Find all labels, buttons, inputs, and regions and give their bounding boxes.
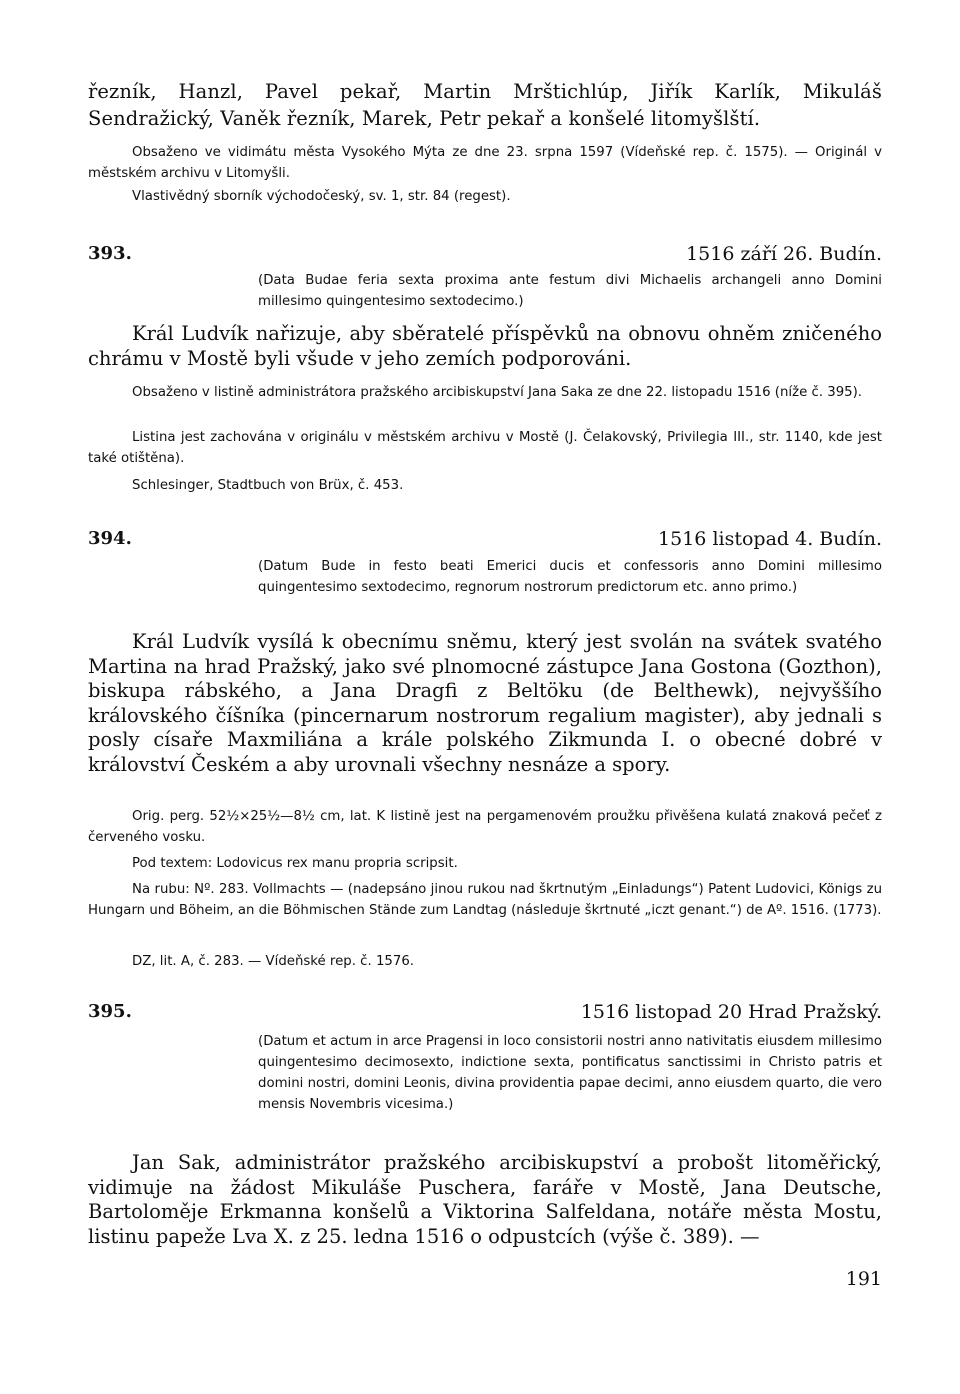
intro-paragraph: řezník, Hanzl, Pavel pekař, Martin Mrštichlúp, Jiřík Karlík, Mikuláš Sendražický, Vaněk řezník, Marek, Petr pekař a konšelé litomyšlští.	[88, 80, 882, 130]
entry-date: 1516 září 26. Budín.	[686, 243, 882, 265]
entry-note: Listina jest zachována v originálu v městském archivu v Mostě (J. Čelakovský, Privilegia III., str. 1140, kde jest také otištěna).	[88, 430, 882, 466]
entry-date: 1516 listopad 4. Budín.	[658, 528, 882, 550]
entry-note: Na rubu: Nº. 283. Vollmachts — (nadepsáno jinou rukou nad škrtnutým „Einladungs“) Patent Ludovici, Königs zu Hungarn und Böheim, an die Böhmischen Stände zum Landtag (následuje škrtnuté „iczt genant.“) de Aº. 1516. (1773).	[88, 882, 882, 918]
entry-note: Schlesinger, Stadtbuch von Brüx, č. 453.	[132, 478, 404, 493]
entry-date: 1516 listopad 20 Hrad Pražský.	[580, 1001, 882, 1023]
intro-note: Obsaženo ve vidimátu města Vysokého Mýta ze dne 23. srpna 1597 (Vídeňské rep. č. 1575). — Originál v městském archivu v Litomyšli.	[88, 145, 882, 181]
entry-summary: Král Ludvík nařizuje, aby sběratelé příspěvků na obnovu ohněm zničeného chrámu v Mostě byli všude v jeho zemích podporováni.	[88, 322, 882, 370]
entry-note: Orig. perg. 52½×25½—8½ cm, lat. K listině jest na pergamenovém proužku přivěšena kulatá znaková pečeť z červeného vosku.	[88, 809, 882, 845]
entry-note: Obsaženo v listině administrátora pražského arcibiskupství Jana Saka ze dne 22. listopadu 1516 (níže č. 395).	[132, 385, 863, 400]
latin-dating-clause: (Datum Bude in festo beati Emerici ducis et confessoris anno Domini millesimo quingentesimo sextodecimo, regnorum nostrorum predictorum etc. anno primo.)	[258, 559, 882, 595]
entry-number: 394.	[88, 528, 132, 549]
entry-note: Pod textem: Lodovicus rex manu propria scripsit.	[132, 856, 458, 871]
latin-dating-clause: (Datum et actum in arce Pragensi in loco consistorii nostri anno nativitatis eiusdem millesimo quingentesimo decimosexto, indictione sexta, pontificatus sanctissimi in Christo patris et domini nostri, domini Leonis, divina providentia papae decimi, anno eiusdem quarto, die vero mensis Novembris vicesima.)	[258, 1034, 882, 1112]
latin-dating-clause: (Data Budae feria sexta proxima ante festum divi Michaelis archangeli anno Domini millesimo quingentesimo sextodecimo.)	[258, 273, 882, 309]
entry-number: 393.	[88, 243, 132, 264]
page-number: 191	[845, 1268, 882, 1290]
entry-number: 395.	[88, 1001, 132, 1022]
entry-summary: Král Ludvík vysílá k obecnímu sněmu, který jest svolán na svátek svatého Martina na hrad Pražský, jako své plnomocné zástupce Jana Gostona (Gozthon), biskupa rábského, a Jana Dragfi z Beltöku (de Belthewk), nejvyššího královského číšníka (pincernarum nostrorum regalium magister), aby jednali s posly císaře Maxmiliána a krále polského Zikmunda I. o obecné dobré v království Českém a aby urovnali všechny nesnáze a spory.	[88, 630, 882, 776]
entry-note: DZ, lit. A, č. 283. — Vídeňské rep. č. 1576.	[132, 954, 415, 969]
intro-note: Vlastivědný sborník východočeský, sv. 1, str. 84 (regest).	[132, 189, 511, 204]
entry-summary: Jan Sak, administrátor pražského arcibiskupství a probošt litoměřický, vidimuje na žádost Mikuláše Puschera, faráře v Mostě, Jana Deutsche, Bartoloměje Erkmanna konšelů a Viktorina Salfeldana, notáře města Mostu, listinu papeže Lva X. z 25. ledna 1516 o odpustcích (výše č. 389). —	[88, 1151, 882, 1248]
